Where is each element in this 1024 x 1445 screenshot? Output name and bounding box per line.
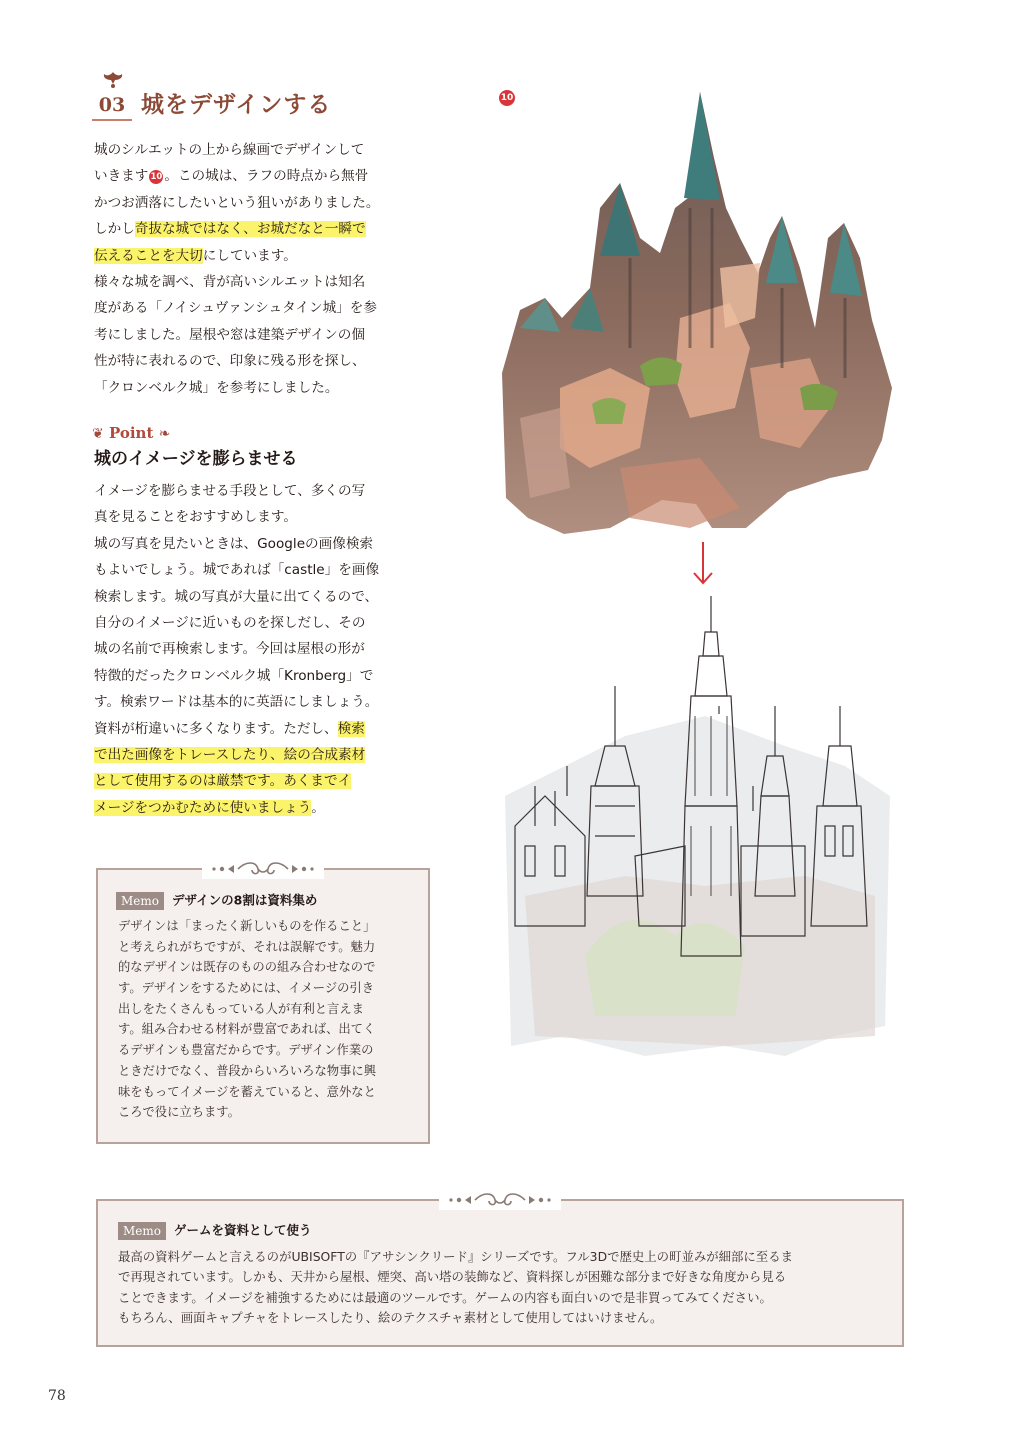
memo-line: ころで役に立ちます。 — [118, 1105, 240, 1120]
point-label — [92, 422, 170, 444]
text-run: 検索します。城の写真が大量に出てくるので、 — [94, 588, 379, 605]
memo-body — [118, 1247, 888, 1328]
section-number-underline — [92, 119, 132, 121]
text-run: にしています。 — [202, 247, 297, 264]
memo-line: 味をもってイメージを蓄えていると、意外なと — [118, 1084, 376, 1099]
text-line — [94, 584, 439, 610]
text-line — [94, 795, 439, 821]
highlighted-text: メージをつかむために使いましょう — [94, 799, 312, 816]
text-run: 城の写真を見たいときは、Googleの画像検索 — [94, 535, 374, 552]
point-title: 城のイメージを膨らませる — [94, 449, 298, 469]
reference-badge: 10 — [499, 90, 515, 106]
text-run: もよいでしょう。城であれば「castle」を画像 — [94, 562, 380, 579]
text-line — [94, 768, 439, 794]
text-run: 真を見ることをおすすめします。 — [94, 509, 297, 526]
text-run: 自分のイメージに近いものを探しだし、その — [94, 614, 366, 631]
memo-header — [116, 889, 317, 911]
text-line — [94, 269, 439, 295]
memo-line: デザインは「まったく新しいものを作ること」 — [118, 919, 376, 933]
memo-box-games — [96, 1199, 904, 1347]
fleur-ornament-icon — [98, 70, 128, 90]
memo-line: で再現されています。しかも、天井から屋根、煙突、高い塔の装飾など、資料探しが困難な部分まで好きな角度から見る — [118, 1269, 787, 1285]
scroll-ornament-icon: ❦ — [92, 426, 104, 442]
text-line — [94, 190, 439, 216]
text-line — [94, 531, 439, 557]
text-run: 特徴的だったクロンベルク城「Kronberg」で — [94, 667, 374, 684]
memo-line: 的なデザインは既存のものの組み合わせなので — [118, 960, 376, 975]
highlighted-text: 奇抜な城ではなく、お城だなと一瞬で — [134, 221, 366, 238]
text-line — [94, 557, 439, 583]
text-line — [94, 243, 439, 269]
memo-line: ときだけでなく、普段からいろいろな物事に興 — [118, 1063, 376, 1078]
memo-line: す。組み合わせる材料が豊富であれば、出てく — [118, 1022, 376, 1037]
text-run: 考にしました。屋根や窓は建築デザインの個 — [94, 326, 365, 343]
text-line — [94, 636, 439, 662]
text-line — [94, 163, 439, 189]
text-line — [94, 689, 439, 715]
point-paragraph — [94, 478, 439, 821]
text-line — [94, 295, 439, 321]
point-label-text: Point — [108, 424, 154, 442]
arrow-down-icon — [691, 540, 715, 586]
memo-line: す。デザインをするためには、イメージの引き — [118, 981, 375, 996]
text-run: 城のシルエットの上から線画でデザインして — [94, 142, 365, 158]
page-number: 78 — [48, 1388, 66, 1404]
text-line — [94, 348, 439, 374]
text-run: いきます — [94, 168, 149, 185]
memo-line: るデザインも豊富だからです。デザイン作業の — [118, 1043, 374, 1058]
memo-line: ことできます。イメージを補強するためには最適のツールです。ゲームの内容も面白いので是非買ってみてください。 — [118, 1289, 772, 1305]
text-run: 城の名前で再検索します。今回は屋根の形が — [94, 641, 365, 658]
text-run: しかし — [94, 221, 135, 238]
text-line — [94, 663, 439, 689]
text-line — [94, 137, 439, 163]
text-run: 「クロンベルク城」を参考にしました。 — [94, 379, 339, 396]
memo-tag: Memo — [116, 892, 164, 910]
text-run: 。この城は、ラフの時点から無骨 — [164, 168, 369, 185]
memo-box-resources — [96, 868, 430, 1144]
memo-line: と考えられがちですが、それは誤解です。魅力 — [118, 939, 376, 954]
body-paragraph — [94, 137, 439, 401]
memo-title: デザインの8割は資料集め — [172, 892, 318, 908]
highlighted-text: 検索 — [337, 720, 365, 737]
memo-title: ゲームを資料として使う — [174, 1222, 312, 1238]
section-title: 城をデザインする — [141, 92, 332, 118]
memo-line: 最高の資料ゲームと言えるのがUBISOFTの『アサシンクリード』シリーズです。フル3Dで歴史上の町並みが細部に至るま — [118, 1249, 793, 1264]
text-line — [94, 716, 439, 742]
memo-line: 出しをたくさんもっている人が有利と言えま — [118, 1001, 364, 1016]
text-run: 。 — [311, 799, 325, 816]
text-line — [94, 322, 439, 348]
memo-tag: Memo — [118, 1222, 166, 1240]
highlighted-text: として使用するのは厳禁です。あくまでイ — [94, 773, 352, 790]
castle-painting-illustration — [500, 88, 900, 548]
text-line — [94, 216, 439, 242]
memo-header — [118, 1219, 312, 1241]
highlighted-text: で出た画像をトレースしたり、絵の合成素材 — [94, 746, 366, 763]
memo-line: もちろん、画面キャプチャをトレースしたり、絵のテクスチャ素材として使用してはいけません。 — [118, 1309, 663, 1325]
memo-body — [118, 916, 418, 1123]
castle-lineart-illustration — [505, 596, 895, 1066]
text-run: 様々な城を調べ、背が高いシルエットは知名 — [94, 273, 366, 290]
text-run: す。検索ワードは基本的に英語にしましょう。 — [94, 694, 379, 711]
text-run: 資料が桁違いに多くなります。ただし、 — [94, 720, 338, 737]
divider-ornament-icon — [439, 1190, 561, 1210]
text-run: かつお洒落にしたいという狙いがありました。 — [94, 194, 380, 211]
text-line — [94, 504, 439, 530]
text-line — [94, 478, 439, 504]
text-run: 度がある「ノイシュヴァンシュタイン城」を参 — [94, 300, 377, 317]
divider-ornament-icon — [202, 859, 324, 879]
section-number: 03 — [98, 94, 126, 116]
text-line — [94, 742, 439, 768]
text-run: 性が特に表れるので、印象に残る形を探し、 — [94, 353, 366, 370]
highlighted-text: 伝えることを大切 — [94, 247, 203, 264]
scroll-ornament-icon: ❧ — [158, 426, 171, 442]
text-line — [94, 375, 439, 401]
text-line — [94, 610, 439, 636]
text-run: イメージを膨らませる手段として、多くの写 — [94, 483, 366, 499]
reference-badge: 10 — [150, 172, 163, 183]
